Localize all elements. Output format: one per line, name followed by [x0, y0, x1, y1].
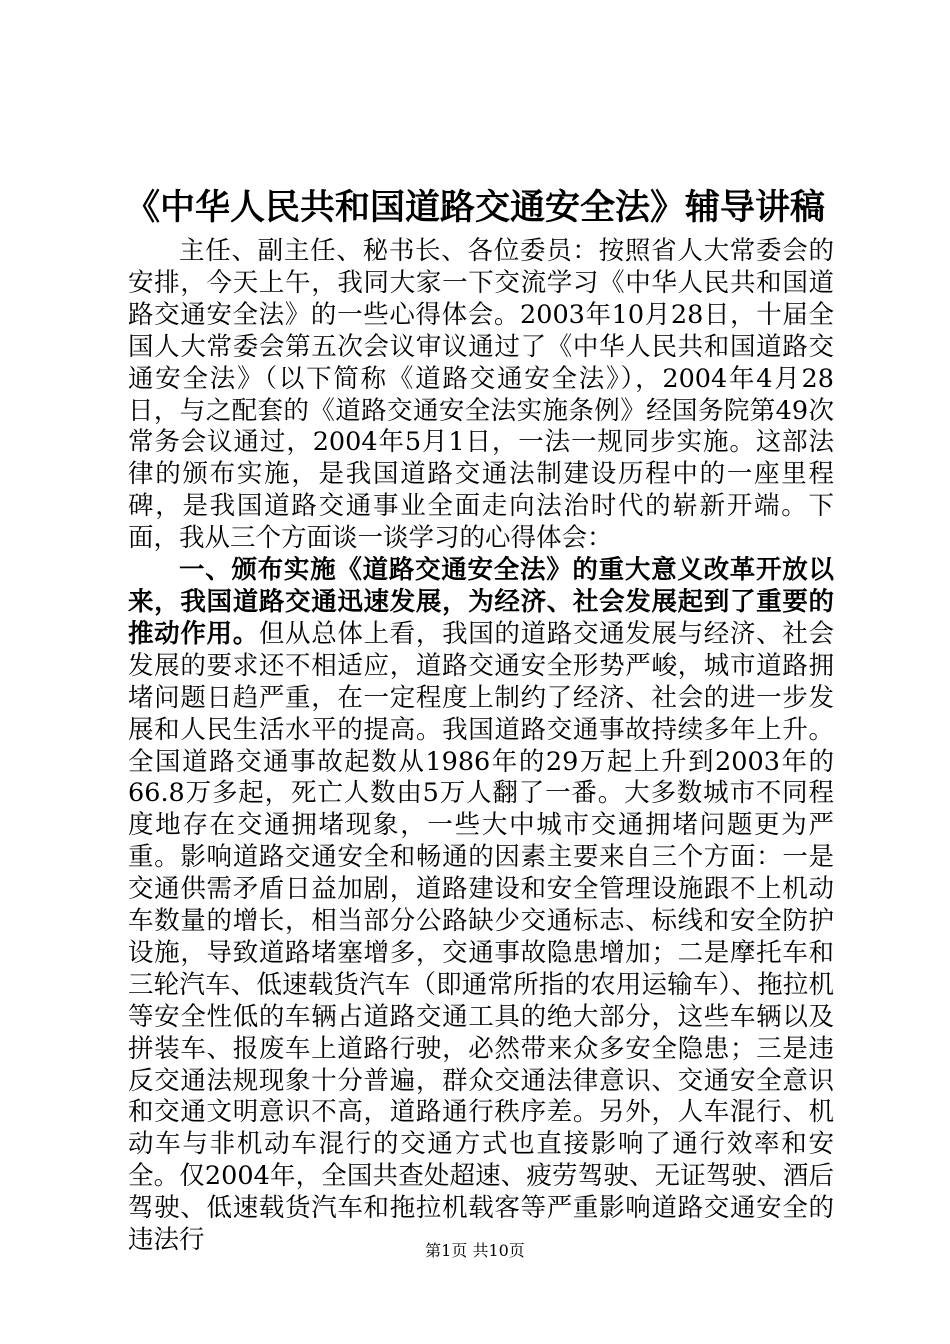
page-footer: 第1页 共10页	[425, 1241, 525, 1260]
section-1-heading: 一、颁布实施《道路交通安全法》的重大意义改革开放以来，我国道路交通迅速发展，为经济、社会发展起到了重要的推动作用。	[128, 555, 834, 649]
document-body	[128, 236, 834, 1257]
document-title: 《中华人民共和国道路交通安全法》辅导讲稿	[124, 187, 825, 228]
section-1-body: 但从总体上看，我国的道路交通发展与经济、社会发展的要求还不相适应，道路交通安全形势严峻，城市道路拥堵问题日趋严重，在一定程度上制约了经济、社会的进一步发展和人民生活水平的提高。我国道路交通事故持续多年上升。全国道路交通事故起数从1986年的29万起上升到2003年的66.8万多起，死亡人数由5万人翻了一番。大多数城市不同程度地存在交通拥堵现象，一些大中城市交通拥堵问题更为严重。影响道路交通安全和畅通的因素主要来自三个方面：一是交通供需矛盾日益加剧，道路建设和安全管理设施跟不上机动车数量的增长，相当部分公路缺少交通标志、标线和安全防护设施，导致道路堵塞增多，交通事故隐患增加；二是摩托车和三轮汽车、低速载货汽车（即通常所指的农用运输车）、拖拉机等安全性低的车辆占道路交通工具的绝大部分，这些车辆以及拼装车、报废车上道路行驶，必然带来众多安全隐患；三是违反交通法规现象十分普遍，群众交通法律意识、交通安全意识和交通文明意识不高，道路通行秩序差。另外，人车混行、机动车与非机动车混行的交通方式也直接影响了通行效率和安全。仅2004年，全国共查处超速、疲劳驾驶、无证驾驶、酒后驾驶、低速载货汽车和拖拉机载客等严重影响道路交通安全的违法行	[128, 618, 834, 1256]
intro-paragraph: 主任、副主任、秘书长、各位委员：按照省人大常委会的安排，今天上午，我同大家一下交流学习《中华人民共和国道路交通安全法》的一些心得体会。2003年10月28日，十届全国人大常委会第五次会议审议通过了《中华人民共和国道路交通安全法》（以下简称《道路交通安全法》），2004年4月28日，与之配套的《道路交通安全法实施条例》经国务院第49次常务会议通过，2004年5月1日，一法一规同步实施。这部法律的颁布实施，是我国道路交通法制建设历程中的一座里程碑，是我国道路交通事业全面走向法治时代的崭新开端。下面，我从三个方面谈一谈学习的心得体会：	[128, 236, 834, 554]
section-1-paragraph	[128, 555, 834, 1257]
